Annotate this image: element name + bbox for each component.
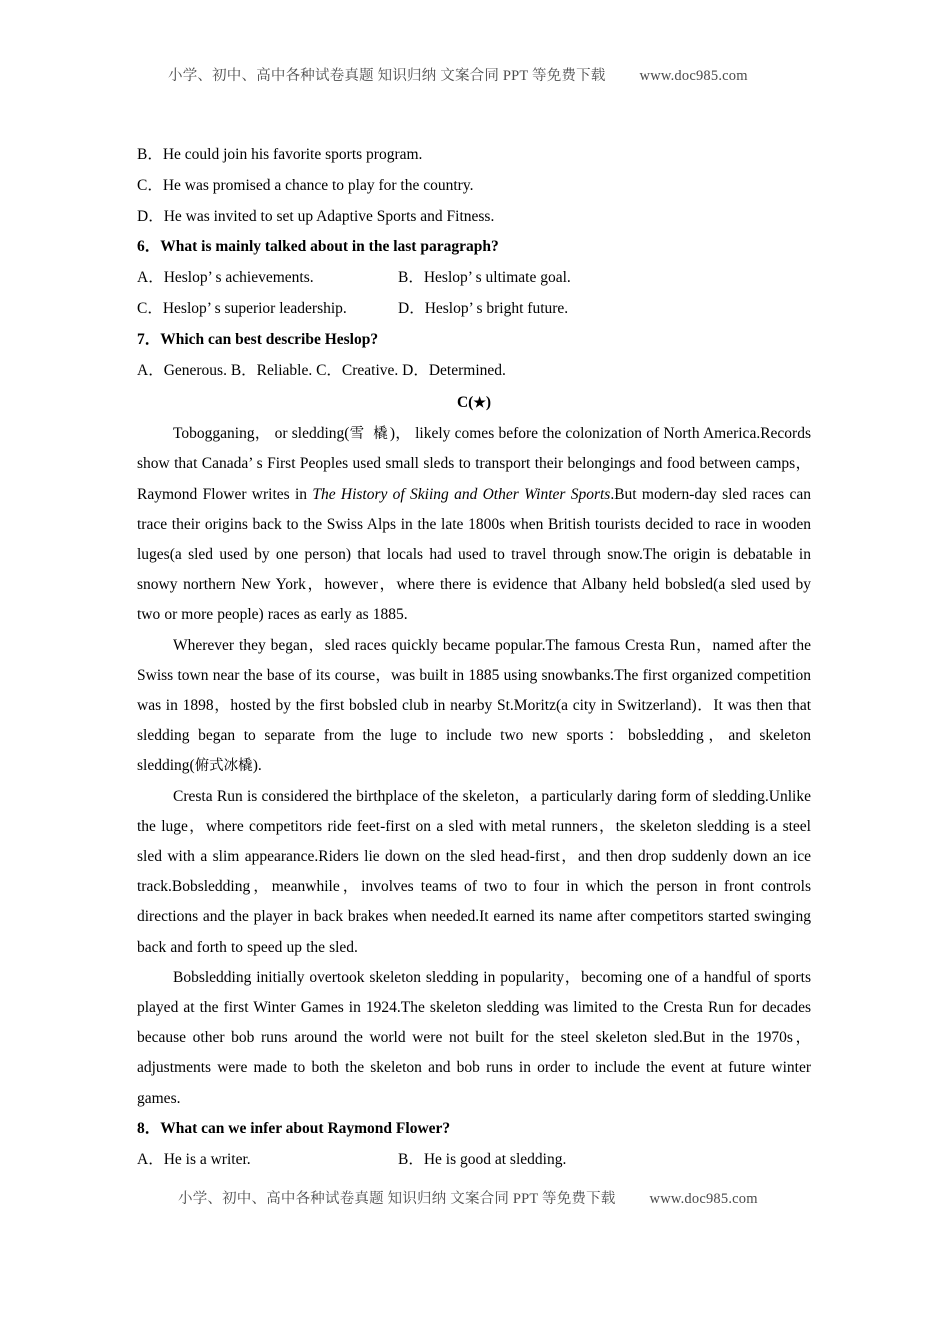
q8-option-a: A．He is a writer. (137, 1150, 251, 1168)
q6-option-a: A．Heslop’ s achievements. (137, 269, 314, 287)
q6-option-d: D．Heslop’ s bright future. (398, 299, 569, 317)
p2-text-part-1: Wherever they began，sled races quickly became popular.The famous Cresta Run，named after the Swiss town near the base of its course，was built in 1885 using snowbanks.The first organized competition was in 1898，hosted by the first bobsled club in nearby St.Moritz(a city in Switzerland)．It was then that sledding began to separate from the luge to include two new sports：bobsledding，and skeleton sledding( (137, 636, 811, 775)
q5-option-d (137, 202, 811, 233)
p2-text-part-2: ). (252, 757, 262, 775)
question-6-options-row-2 (137, 294, 811, 325)
header-watermark-text: 小学、初中、高中各种试卷真题 知识归纳 文案合同 PPT 等免费下载 (168, 68, 606, 84)
q6-option-c: C．Heslop’ s superior leadership. (137, 299, 347, 317)
q5-option-b (137, 140, 811, 171)
question-6-options-row-1 (137, 263, 811, 294)
section-heading-label: C( (456, 394, 474, 412)
page-content (137, 140, 811, 1175)
q5-option-d-text: D．He was invited to set up Adaptive Sports and Fitness. (137, 207, 495, 225)
p1-text-part-3: .But modern-day sled races can trace their origins back to the Swiss Alps in the late 1800s when British tourists decided to race in wooden luges(a sled used by one person) that locals had used to travel through snow.The origin is debatable in snowy northern New York，however，where there is evidence that Albany held bobsled(a sled used by two or more people) races as early as 1885. (137, 485, 811, 624)
passage-paragraph-2 (137, 631, 811, 782)
question-7-options: A．Generous. B．Reliable. C．Creative. D．Determined. (137, 361, 506, 379)
header-watermark (168, 64, 828, 85)
p1-chinese-gloss-sled: 雪 橇 (349, 426, 390, 443)
question-8-stem: 8．What can we infer about Raymond Flower? (137, 1119, 451, 1137)
header-watermark-url: www.doc985.com (639, 68, 748, 84)
p1-text-part-1: Tobogganing， or sledding( (173, 425, 350, 443)
section-heading-close: ) (485, 394, 492, 412)
footer-watermark (178, 1187, 838, 1208)
passage-paragraph-1 (137, 419, 811, 630)
footer-watermark-url: www.doc985.com (649, 1191, 758, 1207)
question-7-stem: 7．Which can best describe Heslop? (137, 330, 379, 348)
book-title-skiing-history: The History of Skiing and Other Winter Sports (312, 485, 611, 503)
q8-option-b: B．He is good at sledding. (398, 1150, 567, 1168)
passage-paragraph-3: Cresta Run is considered the birthplace of the skeleton，a particularly daring form of sledding.Unlike the luge，where competitors ride feet-first on a sled with metal runners，the skeleton sledding is a steel sled with a slim appearance.Riders lie down on the sled head-first，and then drop suddenly down an ice track.Bobsledding，meanwhile，involves teams of two to four in which the person in front controls directions and the player in back brakes when needed.It earned its name after competitors started swinging back and forth to speed up the sled. (137, 787, 811, 956)
p1-text-part-2: )， likely comes before the colonization of North America.Records show that Canada’ s First Peoples used small sleds to transport their belongings and food between camps，Raymond Flower writes in (137, 425, 811, 503)
p2-chinese-gloss-skeleton: 俯式冰橇 (194, 758, 253, 775)
q5-option-b-text: B．He could join his favorite sports program. (137, 146, 423, 163)
q6-option-b: B．Heslop’ s ultimate goal. (398, 269, 571, 287)
passage-paragraph-4: Bobsledding initially overtook skeleton sledding in popularity，becoming one of a handful of sports played at the first Winter Games in 1924.The skeleton sledding was limited to the Cresta Run for decades because other bob runs around the world were not built for the steel skeleton sled.But in the 1970s，adjustments were made to both the skeleton and bob runs in order to include the event at future winter games. (137, 968, 811, 1107)
q5-option-c (137, 171, 811, 202)
footer-watermark-text: 小学、初中、高中各种试卷真题 知识归纳 文案合同 PPT 等免费下载 (178, 1191, 616, 1207)
question-6-stem: 6．What is mainly talked about in the last paragraph? (137, 238, 499, 256)
q5-option-c-text: C．He was promised a chance to play for the country. (137, 176, 474, 194)
star-icon: ★ (473, 396, 486, 412)
section-heading (137, 388, 811, 419)
question-8-options-row-1 (137, 1145, 811, 1176)
